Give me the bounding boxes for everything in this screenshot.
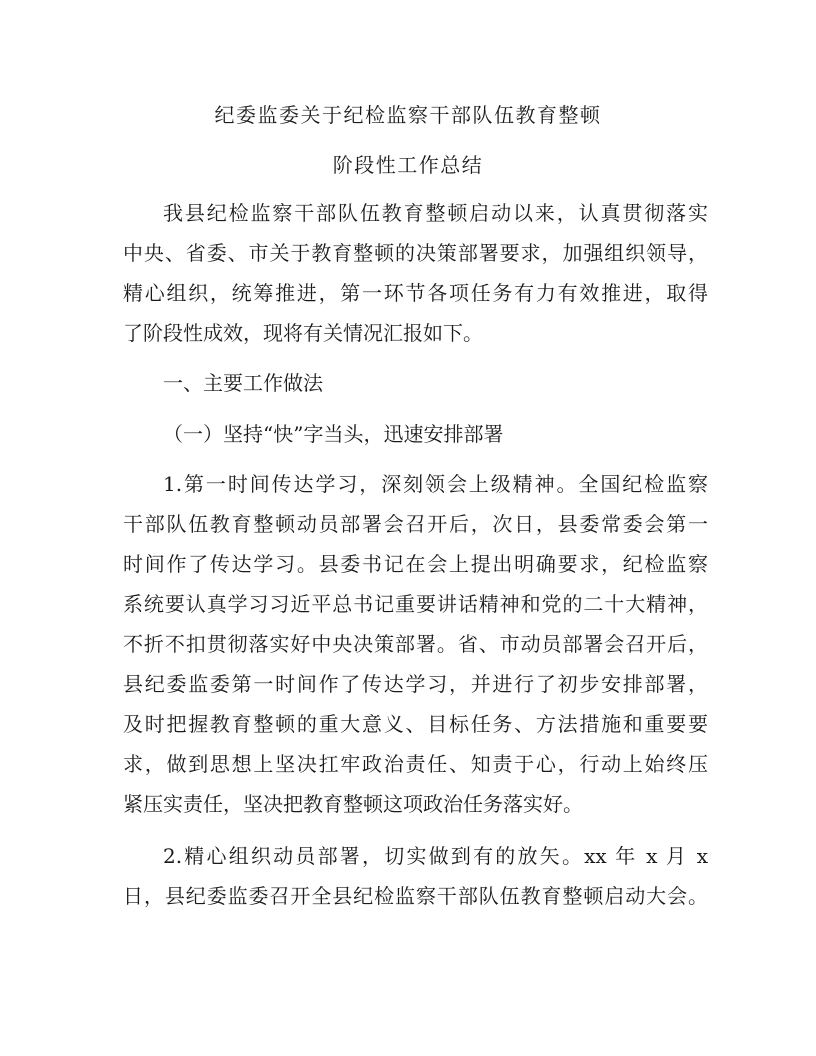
item1-line: 紧压实责任，坚决把教育整顿这项政治任务落实好。 (123, 792, 583, 816)
document-title-line-1: 纪委监委关于纪检监察干部队伍教育整顿 (214, 103, 602, 127)
item1-line: 及时把握教育整顿的重大意义、目标任务、方法措施和重要要 (123, 712, 708, 736)
item1-line: 不折不扣贯彻落实好中央决策部署。省、市动员部署会召开后， (123, 632, 708, 656)
subsection-heading: （一）坚持“快”字当头，迅速安排部署 (163, 422, 504, 446)
intro-line: 我县纪检监察干部队伍教育整顿启动以来，认真贯彻落实 (163, 201, 708, 225)
item1-line: 时间作了传达学习。县委书记在会上提出明确要求，纪检监察 (123, 552, 708, 576)
item1-line: 干部队伍教育整顿动员部署会召开后，次日，县委常委会第一 (123, 512, 708, 536)
item2-line: 日，县纪委监委召开全县纪检监察干部队伍教育整顿启动大会。 (123, 884, 708, 908)
intro-line: 中央、省委、市关于教育整顿的决策部署要求，加强组织领导， (123, 241, 708, 265)
section-heading: 一、主要工作做法 (163, 371, 323, 395)
intro-line: 精心组织，统筹推进，第一环节各项任务有力有效推进，取得 (123, 281, 708, 305)
item2-line: 2.精心组织动员部署，切实做到有的放矢。xx 年 x 月 x (163, 844, 708, 868)
item1-line: 1.第一时间传达学习，深刻领会上级精神。全国纪检监察 (163, 472, 708, 496)
intro-line: 了阶段性成效，现将有关情况汇报如下。 (123, 321, 483, 345)
item1-line: 求，做到思想上坚决扛牢政治责任、知责于心，行动上始终压 (123, 752, 708, 776)
item1-line: 系统要认真学习习近平总书记重要讲话精神和党的二十大精神， (123, 592, 708, 616)
document-title-line-2: 阶段性工作总结 (332, 153, 484, 177)
item1-line: 县纪委监委第一时间作了传达学习，并进行了初步安排部署， (123, 672, 708, 696)
